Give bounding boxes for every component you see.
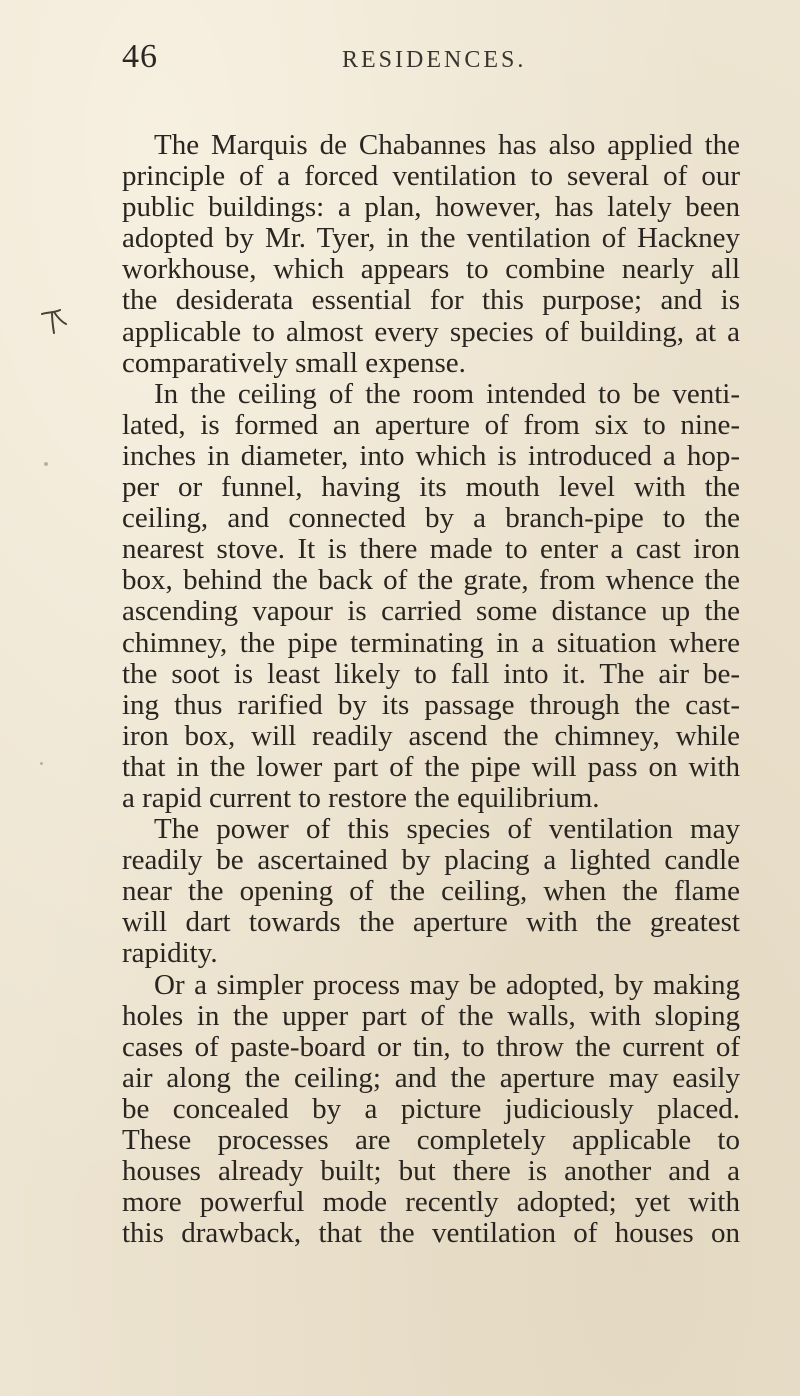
text-line: adopted by Mr. Tyer, in the ventilation of Hackney <box>122 222 740 255</box>
text-line: more powerful mode recently adopted; yet with <box>122 1186 740 1219</box>
text-line: principle of a forced ventilation to several of our <box>122 160 740 193</box>
text-line: holes in the upper part of the walls, with sloping <box>122 999 740 1032</box>
text-line: workhouse, which appears to combine nearly all <box>122 253 740 286</box>
text-line: will dart towards the aperture with the greatest <box>122 906 740 939</box>
text-line: Or a simpler process may be adopted, by making <box>154 968 740 1001</box>
text-line: These processes are completely applicable to <box>122 1124 740 1156</box>
running-head: RESIDENCES. <box>342 47 527 73</box>
text-line: ascending vapour is carried some distance up the <box>122 595 740 628</box>
text-line: rapidity. <box>122 937 218 970</box>
text-line: applicable to almost every species of building, at a <box>122 315 740 348</box>
text-line: readily be ascertained by placing a lighted candle <box>122 844 740 877</box>
text-line: ing thus rarified by its passage through the cast- <box>122 688 740 721</box>
text-line: be concealed by a picture judiciously placed. <box>122 1092 740 1125</box>
text-line: houses already built; but there is another and a <box>122 1155 740 1188</box>
text-line: box, behind the back of the grate, from whence the <box>122 564 740 597</box>
body-text <box>122 130 740 1249</box>
text-line: The Marquis de Chabannes has also applied the <box>154 129 740 161</box>
text-line: air along the ceiling; and the aperture may easily <box>122 1061 740 1094</box>
text-line: that in the lower part of the pipe will pass on with <box>122 750 740 783</box>
paper-speck <box>40 762 43 765</box>
page-number: 46 <box>122 38 158 75</box>
text-line: comparatively small expense. <box>122 346 466 379</box>
text-line: The power of this species of ventilation may <box>154 813 740 846</box>
text-line: public buildings: a plan, however, has lately been <box>122 191 740 224</box>
text-line: this drawback, that the ventilation of houses on <box>122 1217 740 1250</box>
text-line: ceiling, and connected by a branch-pipe to the <box>122 502 740 535</box>
text-line: near the opening of the ceiling, when the flame <box>122 875 740 908</box>
text-line: per or funnel, having its mouth level with the <box>122 471 740 504</box>
page-header <box>122 38 722 78</box>
text-line: inches in diameter, into which is introduced a hop- <box>122 439 740 472</box>
text-line: In the ceiling of the room intended to be venti- <box>154 377 740 410</box>
ink-mark-decoration <box>40 300 68 334</box>
text-line: lated, is formed an aperture of from six to nine- <box>122 408 740 441</box>
text-line: chimney, the pipe terminating in a situation where <box>122 626 740 659</box>
paper-speck <box>44 462 48 466</box>
text-line: iron box, will readily ascend the chimney, while <box>122 719 740 752</box>
text-line: the soot is least likely to fall into it. The air be- <box>122 657 740 690</box>
text-line: cases of paste-board or tin, to throw the current of <box>122 1030 740 1063</box>
text-line: the desiderata essential for this purpose; and is <box>122 284 740 317</box>
text-line: nearest stove. It is there made to enter a cast iron <box>122 533 740 566</box>
text-line: a rapid current to restore the equilibrium. <box>122 781 600 814</box>
